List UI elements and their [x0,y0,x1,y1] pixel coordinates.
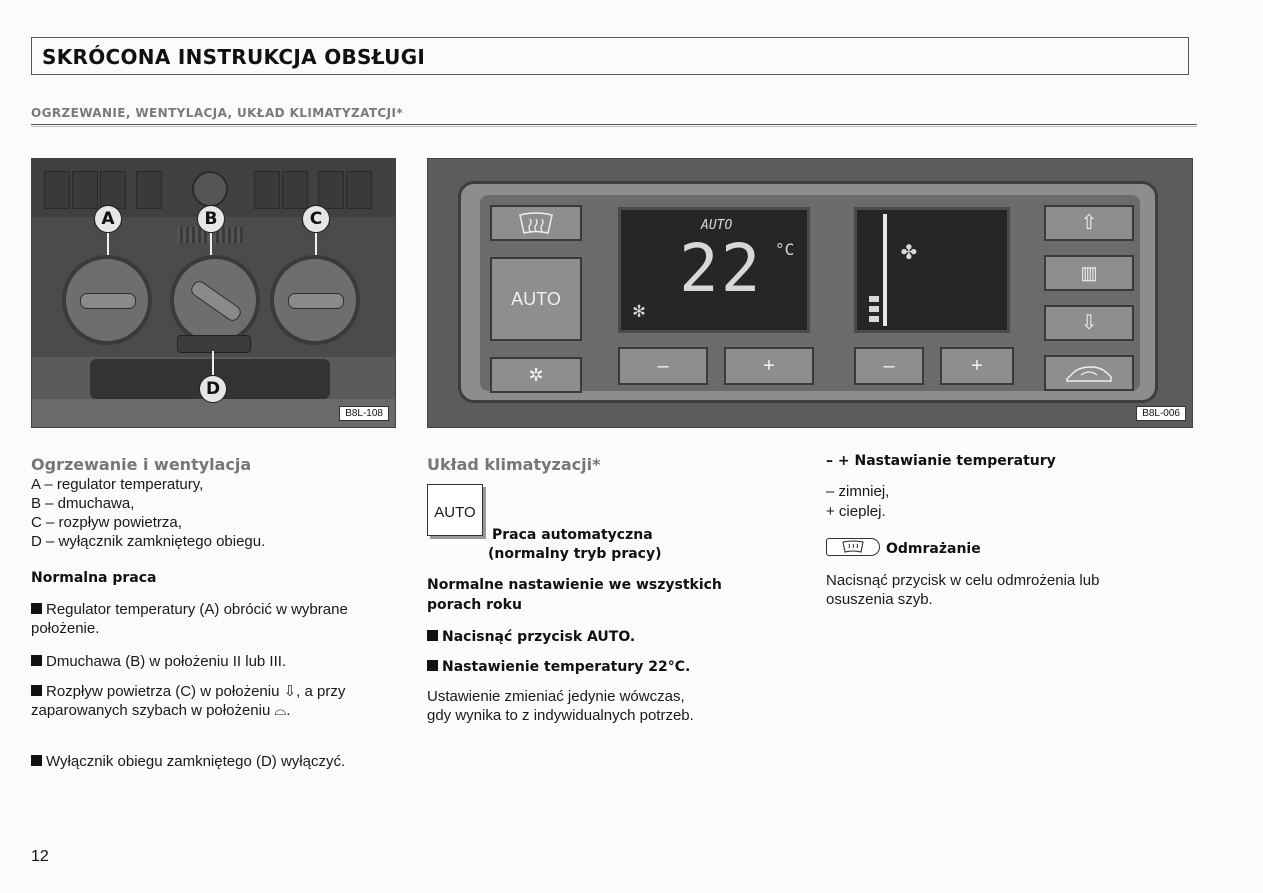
blower-knob [170,255,260,345]
col2-note-line2: gdy wynika to z indywidualnych potrzeb. [427,707,694,724]
radio-button [136,171,162,209]
windshield-defrost-icon [516,211,556,237]
callout-b: B [197,205,225,233]
radio-knob [192,171,228,207]
figure-heating-controls [31,158,396,428]
callout-c: C [302,205,330,233]
callout-leader [107,233,109,255]
bullet-square [31,603,42,614]
page-title: SKRÓCONA INSTRUKCJA OBSŁUGI [42,45,426,69]
radio-button [282,171,308,209]
step-3 [31,682,401,720]
windshield-defrost-icon [827,539,879,555]
auto-key-icon: AUTO [427,484,483,536]
ac-snowflake-icon: ✻ [633,298,646,322]
legend-item: B – dmuchawa, [31,495,135,512]
defrost-button [490,205,582,241]
air-body-button [1044,255,1134,291]
air-distribution-knob [270,255,360,345]
bullet-square [31,685,42,696]
normal-setting-line1: Normalne nastawienie we wszystkich [427,577,722,593]
knob-grip [288,293,344,309]
step-2 [31,652,401,671]
page-number: 12 [31,848,49,865]
display-temperature: 22 [679,230,763,307]
fan-minus-button: – [854,347,924,385]
legend-item: C – rozpływ powietrza, [31,514,182,531]
bullet-square [427,660,438,671]
col3-heading: – + Nastawianie temperatury [826,453,1056,469]
col1-heading: Ogrzewanie i wentylacja [31,455,252,474]
figure-code: B8L-108 [339,406,389,421]
section-rule [31,124,1197,125]
auto-button: AUTO [490,257,582,341]
recirculation-button [1044,355,1134,391]
temp-minus-button: – [618,347,708,385]
minus-line: – zimniej, [826,483,890,500]
defrost-text-line1: Nacisnąć przycisk w celu odmrożenia lub [826,572,1100,589]
step-1 [31,600,401,638]
temperature-knob [62,255,152,345]
callout-leader [315,233,317,255]
car-recirculation-icon [1063,363,1115,385]
callout-d: D [199,375,227,403]
step-text: Regulator temperatury (A) obrócić w wybrane położenie. [31,601,348,637]
fan-level-bar [869,306,879,312]
plus-line: + cieplej. [826,503,886,520]
step-text: Dmuchawa (B) w położeniu II lub III. [46,653,287,670]
section-rule-light [31,126,1197,127]
snowflake-icon: ✲ [528,365,544,385]
knob-grip [188,278,243,323]
step-4 [31,752,401,771]
fan-level-bar [869,316,879,322]
temp-plus-button: + [724,347,814,385]
air-up-button [1044,205,1134,241]
radio-button [254,171,280,209]
legend-list [31,475,265,551]
ac-button [490,357,582,393]
fan-display [854,207,1010,333]
step-text: Nacisnąć przycisk AUTO. [442,629,636,645]
auto-caption: Praca automatyczna [492,527,653,543]
radio-button [100,171,126,209]
col2-note-line1: Ustawienie zmieniać jedynie wówczas, [427,688,685,705]
step-text: Wyłącznik obiegu zamkniętego (D) wyłączyć. [46,753,346,770]
callout-a: A [94,205,122,233]
defrost-heading: Odmrażanie [886,541,981,557]
col2-heading: Układ klimatyzacji* [427,455,601,474]
bullet-square [427,630,438,641]
air-down-button [1044,305,1134,341]
temperature-display [618,207,810,333]
defrost-key-icon [826,538,880,556]
arrow-down-icon: ⇩ [1080,312,1098,334]
callout-leader [212,351,214,375]
col2-step-2 [427,658,690,676]
figure-climate-panel [427,158,1193,428]
bullet-square [31,655,42,666]
fan-plus-button: + [940,347,1014,385]
step-text: Nastawienie temperatury 22°C. [442,659,691,675]
radio-button [72,171,98,209]
seat-icon: ▥ [1080,263,1098,283]
fan-icon: ✤ [901,236,917,266]
arrow-up-icon: ⇧ [1080,212,1098,234]
auto-caption-sub: (normalny tryb pracy) [488,546,662,562]
knob-grip [80,293,136,309]
bullet-square [31,755,42,766]
radio-button [318,171,344,209]
fan-level-bar [869,296,879,302]
radio-button [346,171,372,209]
legend-item: D – wyłącznik zamkniętego obiegu. [31,533,266,550]
display-mode: AUTO [701,218,733,233]
legend-item: A – regulator temperatury, [31,476,204,493]
defrost-text-line2: osuszenia szyb. [826,591,933,608]
step-text: Rozpływ powietrza (C) w położeniu ⇩, a przy zaparowanych szybach w położeniu ⌓. [31,683,346,719]
fan-scale-bar [883,214,887,326]
title-box [31,37,1189,75]
col2-step-1 [427,628,635,646]
recirculation-switch [177,335,251,353]
display-unit: °C [775,240,795,259]
radio-button [44,171,70,209]
callout-leader [210,233,212,255]
section-heading: OGRZEWANIE, WENTYLACJA, UKŁAD KLIMATYZATCJI* [31,106,404,120]
figure-code: B8L-006 [1136,406,1186,421]
col1-subheading: Normalna praca [31,570,157,586]
normal-setting-line2: porach roku [427,597,522,613]
